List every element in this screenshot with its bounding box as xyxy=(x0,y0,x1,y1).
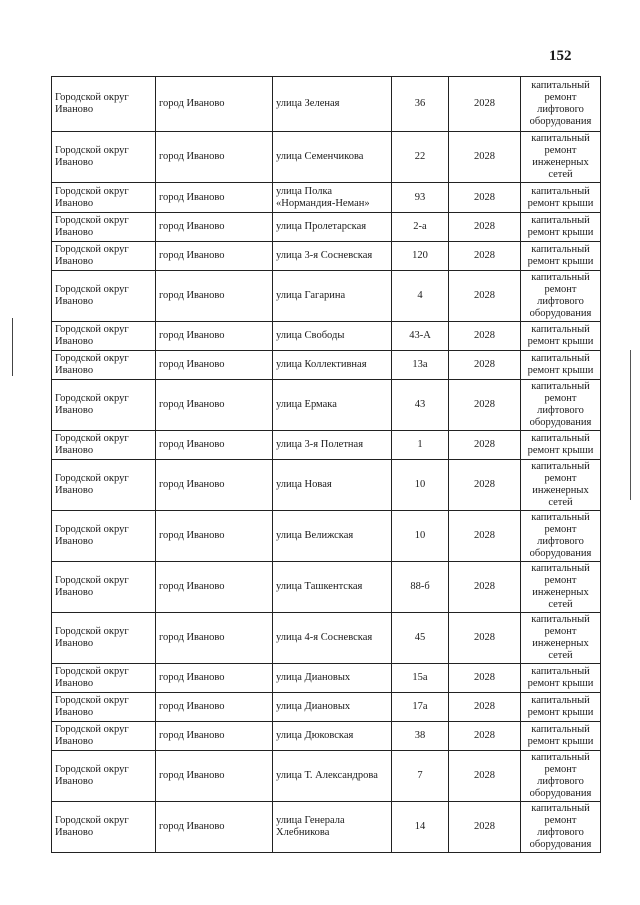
year-cell: 2028 xyxy=(449,431,521,460)
settlement-cell: город Иваново xyxy=(156,613,273,664)
work-type-cell: капитальный ремонт крыши xyxy=(521,693,601,722)
year-cell: 2028 xyxy=(449,351,521,380)
settlement-cell: город Иваново xyxy=(156,271,273,322)
municipality-cell: Городской округ Иваново xyxy=(52,693,156,722)
street-cell: улица Полка «Нормандия-Неман» xyxy=(273,183,392,213)
street-cell: улица Ермака xyxy=(273,380,392,431)
municipality-cell: Городской округ Иваново xyxy=(52,431,156,460)
repair-register-body xyxy=(52,77,601,853)
year-cell: 2028 xyxy=(449,183,521,213)
street-cell: улица 3-я Сосневская xyxy=(273,242,392,271)
municipality-cell: Городской округ Иваново xyxy=(52,183,156,213)
house-number-cell: 10 xyxy=(392,460,449,511)
table-row xyxy=(52,380,601,431)
year-cell: 2028 xyxy=(449,271,521,322)
settlement-cell: город Иваново xyxy=(156,802,273,853)
table-row xyxy=(52,511,601,562)
work-type-cell: капитальный ремонт крыши xyxy=(521,351,601,380)
year-cell: 2028 xyxy=(449,380,521,431)
table-row xyxy=(52,351,601,380)
work-type-cell: капитальный ремонт лифтового оборудования xyxy=(521,802,601,853)
street-cell: улица Свободы xyxy=(273,322,392,351)
work-type-cell: капитальный ремонт крыши xyxy=(521,242,601,271)
house-number-cell: 120 xyxy=(392,242,449,271)
table-row xyxy=(52,132,601,183)
settlement-cell: город Иваново xyxy=(156,213,273,242)
street-cell: улица Ташкентская xyxy=(273,562,392,613)
year-cell: 2028 xyxy=(449,322,521,351)
scan-margin-mark-right xyxy=(630,350,631,500)
municipality-cell: Городской округ Иваново xyxy=(52,322,156,351)
table-row xyxy=(52,693,601,722)
table-row xyxy=(52,213,601,242)
municipality-cell: Городской округ Иваново xyxy=(52,242,156,271)
settlement-cell: город Иваново xyxy=(156,722,273,751)
street-cell: улица Зеленая xyxy=(273,77,392,132)
table-row xyxy=(52,751,601,802)
settlement-cell: город Иваново xyxy=(156,77,273,132)
work-type-cell: капитальный ремонт крыши xyxy=(521,183,601,213)
municipality-cell: Городской округ Иваново xyxy=(52,664,156,693)
municipality-cell: Городской округ Иваново xyxy=(52,613,156,664)
year-cell: 2028 xyxy=(449,132,521,183)
year-cell: 2028 xyxy=(449,511,521,562)
work-type-cell: капитальный ремонт инженерных сетей xyxy=(521,460,601,511)
year-cell: 2028 xyxy=(449,213,521,242)
house-number-cell: 10 xyxy=(392,511,449,562)
house-number-cell: 7 xyxy=(392,751,449,802)
page-number: 152 xyxy=(549,48,572,64)
settlement-cell: город Иваново xyxy=(156,351,273,380)
settlement-cell: город Иваново xyxy=(156,511,273,562)
work-type-cell: капитальный ремонт крыши xyxy=(521,431,601,460)
year-cell: 2028 xyxy=(449,460,521,511)
table-row xyxy=(52,613,601,664)
work-type-cell: капитальный ремонт крыши xyxy=(521,664,601,693)
work-type-cell: капитальный ремонт лифтового оборудования xyxy=(521,380,601,431)
work-type-cell: капитальный ремонт инженерных сетей xyxy=(521,132,601,183)
table-row xyxy=(52,460,601,511)
table-row xyxy=(52,802,601,853)
street-cell: улица Семенчикова xyxy=(273,132,392,183)
house-number-cell: 43 xyxy=(392,380,449,431)
work-type-cell: капитальный ремонт инженерных сетей xyxy=(521,613,601,664)
settlement-cell: город Иваново xyxy=(156,242,273,271)
work-type-cell: капитальный ремонт лифтового оборудования xyxy=(521,751,601,802)
street-cell: улица Генерала Хлебникова xyxy=(273,802,392,853)
house-number-cell: 36 xyxy=(392,77,449,132)
table-row xyxy=(52,322,601,351)
settlement-cell: город Иваново xyxy=(156,751,273,802)
street-cell: улица 4-я Сосневская xyxy=(273,613,392,664)
street-cell: улица 3-я Полетная xyxy=(273,431,392,460)
municipality-cell: Городской округ Иваново xyxy=(52,380,156,431)
table-row xyxy=(52,242,601,271)
municipality-cell: Городской округ Иваново xyxy=(52,751,156,802)
work-type-cell: капитальный ремонт лифтового оборудования xyxy=(521,77,601,132)
year-cell: 2028 xyxy=(449,664,521,693)
street-cell: улица Пролетарская xyxy=(273,213,392,242)
scan-margin-mark-left xyxy=(12,318,13,376)
work-type-cell: капитальный ремонт крыши xyxy=(521,213,601,242)
settlement-cell: город Иваново xyxy=(156,380,273,431)
settlement-cell: город Иваново xyxy=(156,693,273,722)
year-cell: 2028 xyxy=(449,693,521,722)
year-cell: 2028 xyxy=(449,77,521,132)
municipality-cell: Городской округ Иваново xyxy=(52,132,156,183)
street-cell: улица Дюковская xyxy=(273,722,392,751)
table-row xyxy=(52,562,601,613)
municipality-cell: Городской округ Иваново xyxy=(52,802,156,853)
house-number-cell: 14 xyxy=(392,802,449,853)
house-number-cell: 38 xyxy=(392,722,449,751)
year-cell: 2028 xyxy=(449,802,521,853)
house-number-cell: 15а xyxy=(392,664,449,693)
year-cell: 2028 xyxy=(449,562,521,613)
house-number-cell: 1 xyxy=(392,431,449,460)
work-type-cell: капитальный ремонт лифтового оборудования xyxy=(521,511,601,562)
settlement-cell: город Иваново xyxy=(156,664,273,693)
municipality-cell: Городской округ Иваново xyxy=(52,351,156,380)
municipality-cell: Городской округ Иваново xyxy=(52,562,156,613)
table-row xyxy=(52,77,601,132)
street-cell: улица Коллективная xyxy=(273,351,392,380)
settlement-cell: город Иваново xyxy=(156,183,273,213)
house-number-cell: 4 xyxy=(392,271,449,322)
street-cell: улица Диановых xyxy=(273,693,392,722)
street-cell: улица Новая xyxy=(273,460,392,511)
house-number-cell: 2-а xyxy=(392,213,449,242)
municipality-cell: Городской округ Иваново xyxy=(52,213,156,242)
table-row xyxy=(52,271,601,322)
house-number-cell: 88-б xyxy=(392,562,449,613)
house-number-cell: 13а xyxy=(392,351,449,380)
municipality-cell: Городской округ Иваново xyxy=(52,460,156,511)
house-number-cell: 17а xyxy=(392,693,449,722)
settlement-cell: город Иваново xyxy=(156,460,273,511)
table-row xyxy=(52,664,601,693)
work-type-cell: капитальный ремонт инженерных сетей xyxy=(521,562,601,613)
street-cell: улица Т. Александрова xyxy=(273,751,392,802)
municipality-cell: Городской округ Иваново xyxy=(52,511,156,562)
house-number-cell: 45 xyxy=(392,613,449,664)
house-number-cell: 93 xyxy=(392,183,449,213)
table-row xyxy=(52,431,601,460)
work-type-cell: капитальный ремонт крыши xyxy=(521,722,601,751)
street-cell: улица Диановых xyxy=(273,664,392,693)
work-type-cell: капитальный ремонт лифтового оборудования xyxy=(521,271,601,322)
settlement-cell: город Иваново xyxy=(156,322,273,351)
settlement-cell: город Иваново xyxy=(156,562,273,613)
house-number-cell: 22 xyxy=(392,132,449,183)
house-number-cell: 43-А xyxy=(392,322,449,351)
settlement-cell: город Иваново xyxy=(156,431,273,460)
year-cell: 2028 xyxy=(449,751,521,802)
street-cell: улица Велижская xyxy=(273,511,392,562)
street-cell: улица Гагарина xyxy=(273,271,392,322)
table-row xyxy=(52,183,601,213)
settlement-cell: город Иваново xyxy=(156,132,273,183)
year-cell: 2028 xyxy=(449,242,521,271)
municipality-cell: Городской округ Иваново xyxy=(52,271,156,322)
repair-register-table xyxy=(51,76,601,853)
year-cell: 2028 xyxy=(449,613,521,664)
work-type-cell: капитальный ремонт крыши xyxy=(521,322,601,351)
table-row xyxy=(52,722,601,751)
municipality-cell: Городской округ Иваново xyxy=(52,77,156,132)
year-cell: 2028 xyxy=(449,722,521,751)
municipality-cell: Городской округ Иваново xyxy=(52,722,156,751)
